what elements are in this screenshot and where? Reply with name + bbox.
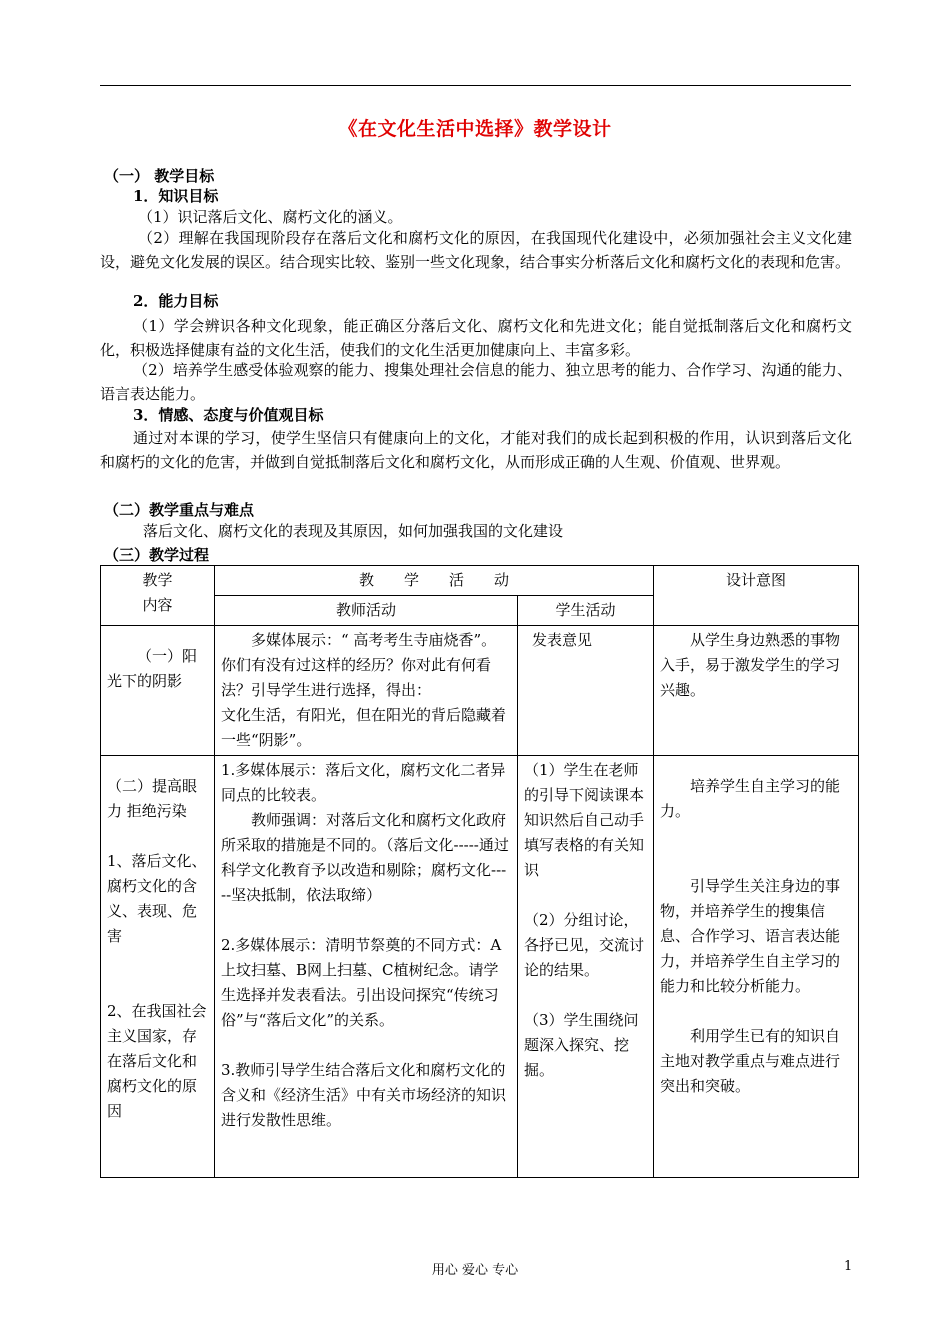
row2-content: （二）提高眼力 拒绝污染 1、落后文化、腐朽文化的含义、表现、危害 2、在我国社会主义国家，存在落后文化和腐朽文化的原因: [101, 756, 215, 1178]
ability-p2: （2）培养学生感受体验观察的能力、搜集处理社会信息的能力、独立思考的能力、合作学习、沟通的能力、语言表达能力。: [100, 361, 852, 403]
header-teacher: 教师活动: [215, 596, 518, 626]
knowledge-p1: （1）识记落后文化、腐朽文化的涵义。: [138, 208, 403, 226]
emotion-p1: 通过对本课的学习，使学生坚信只有健康向上的文化，才能对我们的成长起到积极的作用，认识到落后文化和腐朽的文化的危害，并做到自觉抵制落后文化和腐朽文化，从而形成正确的人生观、价值观、世界观。: [100, 429, 852, 471]
page-number: 1: [844, 1259, 853, 1274]
table-row: [101, 626, 859, 756]
row1-intent: 从学生身边熟悉的事物入手，易于激发学生的学习兴趣。: [654, 626, 859, 756]
table-header-row-1: [101, 566, 859, 596]
emotion-heading: 3．情感、态度与价值观目标: [133, 406, 324, 424]
header-content: [101, 566, 215, 626]
row2-student: （1）学生在老师的引导下阅读课本知识然后自己动手填写表格的有关知识 （2）分组讨论，各抒已见，交流讨论的结果。 （3）学生围绕问题深入探究、挖掘。: [518, 756, 654, 1178]
ability-p1: （1）学会辨识各种文化现象，能正确区分落后文化、腐朽文化和先进文化；能自觉抵制落后文化和腐朽文化，积极选择健康有益的文化生活，使我们的文化生活更加健康向上、丰富多彩。: [100, 317, 852, 359]
section2-heading: （二）教学重点与难点: [104, 501, 255, 519]
header-content-line2: 内容: [142, 596, 173, 614]
document-title: 《在文化生活中选择》教学设计: [338, 118, 612, 140]
header-student: 学生活动: [518, 596, 654, 626]
header-rule: [100, 85, 851, 86]
page-footer: 用心 爱心 专心: [431, 1263, 519, 1278]
section1-heading: （一） 教学目标: [104, 167, 215, 185]
header-content-line1: 教学: [142, 571, 173, 589]
knowledge-heading: 1．知识目标: [133, 187, 219, 205]
row1-teacher: 多媒体展示：“ 高考考生寺庙烧香”。你们有没有过这样的经历？你对此有何看法？引导学生进行选择，得出： 文化生活，有阳光，但在阳光的背后隐藏着一些“阴影”。: [215, 626, 518, 756]
ability-heading: 2．能力目标: [133, 292, 219, 310]
section3-heading: （三）教学过程: [104, 546, 210, 564]
header-intent: 设计意图: [654, 566, 859, 626]
row2-teacher: 1.多媒体展示：落后文化，腐朽文化二者异同点的比较表。 教师强调：对落后文化和腐朽文化政府所采取的措施是不同的。（落后文化-----通过科学文化教育予以改造和剔除；腐朽文化-----坚决抵制，依法取缔） 2.多媒体展示：清明节祭奠的不同方式：A上坟扫墓、B网上扫墓、C植树纪念。请学生选择并发表看法。引出设问探究“传统习俗”与“落后文化”的关系。 3.教师引导学生结合落后文化和腐朽文化的含义和《经济生活》中有关市场经济的知识进行发散性思维。: [215, 756, 518, 1178]
row2-intent: 培养学生自主学习的能力。 引导学生关注身边的事物，并培养学生的搜集信息、合作学习、语言表达能力，并培养学生自主学习的能力和比较分析能力。 利用学生已有的知识自主地对教学重点与难点进行突出和突破。: [654, 756, 859, 1178]
section2-p1: 落后文化、腐朽文化的表现及其原因，如何加强我国的文化建设: [143, 522, 564, 540]
knowledge-p2: （2）理解在我国现阶段存在落后文化和腐朽文化的原因，在我国现代化建设中，必须加强社会主义文化建设，避免文化发展的误区。结合现实比较、鉴别一些文化现象，结合事实分析落后文化和腐朽文化的表现和危害。: [100, 229, 852, 271]
header-activity: 教 学 活 动: [215, 566, 654, 596]
teaching-process-table: [100, 565, 859, 1178]
table-row: [101, 756, 859, 1178]
row1-content: （一）阳光下的阴影: [101, 626, 215, 756]
row1-student: 发表意见: [518, 626, 654, 756]
